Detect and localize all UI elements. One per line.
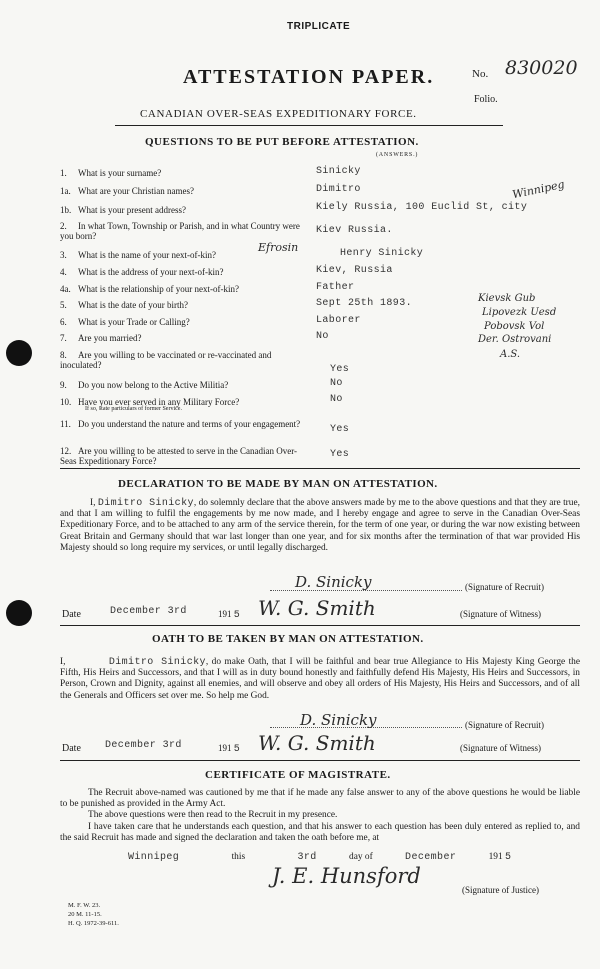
handwritten-birth-note: Pobovsk Vol xyxy=(484,321,545,332)
signature-recruit-label: (Signature of Recruit) xyxy=(465,720,544,730)
triplicate-stamp: TRIPLICATE xyxy=(287,21,351,32)
question-row: 12. Are you willing to be attested to serve in the Canadian Over-Seas Expeditionary Force? xyxy=(60,446,298,466)
answer-understand-terms: Yes xyxy=(330,424,350,435)
date-label: Date xyxy=(62,609,81,620)
footer-hq-code: H. Q. 1972-39-611. xyxy=(68,920,119,927)
answer-relationship: Father xyxy=(316,282,355,293)
answers-label: (ANSWERS.) xyxy=(376,152,419,158)
signature-recruit-label: (Signature of Recruit) xyxy=(465,582,544,592)
signature-witness-label: (Signature of Witness) xyxy=(460,743,541,753)
divider xyxy=(60,760,580,761)
recruit-signature: D. Sinicky xyxy=(295,573,372,591)
handwritten-birth-note: Kievsk Gub xyxy=(478,293,536,304)
punch-hole xyxy=(6,340,32,366)
question-row: 4. What is the address of your next-of-kin? xyxy=(60,267,224,277)
oath-heading: OATH TO BE TAKEN BY MAN ON ATTESTATION. xyxy=(152,633,424,645)
declaration-date: December 3rd xyxy=(110,606,187,617)
answer-next-of-kin-address: Kiev, Russia xyxy=(316,265,393,276)
certificate-heading: CERTIFICATE OF MAGISTRATE. xyxy=(205,769,391,781)
declaration-text: I, Dimitro Sinicky, do solemnly declare that the above answers made by me to the above questions and that they are true, and that I am willing to fulfil the engagements by me now made, and I hereby engage and agree to serve in the Canadian Over-Seas Expeditionary Force, and to be attached to any arm of the service therein, for the term of one year, or during the war now existing between Great Britain and Germany should that war last longer than one year, and for six months after the termination of that war provided His Majesty should so long require my services, or until legally discharged. xyxy=(60,498,580,553)
footer-print-code: 20 M. 11-15. xyxy=(68,911,102,918)
signature-witness-label: (Signature of Witness) xyxy=(460,609,541,619)
signature-justice-label: (Signature of Justice) xyxy=(462,885,539,895)
number-label: No. xyxy=(472,68,489,80)
answer-birth-date: Sept 25th 1893. xyxy=(316,298,413,309)
certificate-place-row: Winnipeg this 3rd day of December 191 5 xyxy=(128,852,512,863)
divider xyxy=(115,125,503,126)
question-row: 1b. What is your present address? xyxy=(60,205,186,215)
regimental-number: 830020 xyxy=(505,57,578,79)
signature-line xyxy=(270,727,462,728)
answer-christian-names: Dimitro xyxy=(316,184,361,195)
question-row: 7. Are you married? xyxy=(60,333,142,343)
question-row: 9. Do you now belong to the Active Militia? xyxy=(60,380,229,390)
witness-signature: W. G. Smith xyxy=(258,596,376,620)
certificate-month: December xyxy=(405,852,457,863)
declaration-heading: DECLARATION TO BE MADE BY MAN ON ATTESTATION. xyxy=(118,478,438,490)
witness-signature: W. G. Smith xyxy=(258,731,376,755)
answer-trade: Laborer xyxy=(316,315,361,326)
date-label: Date xyxy=(62,743,81,754)
handwritten-birth-note: Der. Ostrovani xyxy=(478,334,552,345)
oath-date: December 3rd xyxy=(105,740,182,751)
signature-line xyxy=(270,590,462,591)
question-row: 10. Have you ever served in any Military Force? xyxy=(60,397,240,407)
handwritten-next-of-kin: Efrosin xyxy=(258,241,299,254)
question-row: 1. What is your surname? xyxy=(60,168,162,178)
answer-active-militia: No xyxy=(330,378,343,389)
question-row: 11. Do you understand the nature and terms of your engagement? xyxy=(60,419,301,429)
recruit-signature: D. Sinicky xyxy=(300,711,377,729)
handwritten-winnipeg: Winnipeg xyxy=(511,177,566,202)
page-title: ATTESTATION PAPER. xyxy=(183,66,435,88)
answer-willing-to-serve: Yes xyxy=(330,449,350,460)
question-row: 4a. What is the relationship of your next-of-kin? xyxy=(60,284,239,294)
answer-birthplace: Kiev Russia. xyxy=(316,225,393,236)
oath-text: I, Dimitro Sinicky, do make Oath, that I will be faithful and bear true Allegiance to His Majesty King George the Fifth, His Heirs and Successors, and that I will as in duty bound honestly and faithfully defend His Majesty, His Heirs and Successors, in Person, Crown and Dignity, against all enemies, and will observe and obey all orders of His Majesty, His Heirs and Successors, and of all the Generals and Officers set over me. So help me God. xyxy=(60,657,581,701)
question-row: 1a. What are your Christian names? xyxy=(60,186,194,196)
question-row: 2. In what Town, Township or Parish, and in what Country were you born? xyxy=(60,221,300,241)
divider xyxy=(60,468,580,469)
declaration-name: Dimitro Sinicky xyxy=(97,498,194,509)
question-row: 5. What is the date of your birth? xyxy=(60,300,188,310)
question-note: If so, state particulars of former Service. xyxy=(85,406,182,412)
handwritten-birth-note: A.S. xyxy=(500,349,521,360)
year-prefix: 191 5 xyxy=(218,609,241,621)
folio-label: Folio. xyxy=(474,94,498,105)
certificate-day: 3rd xyxy=(297,852,317,863)
question-row: 6. What is your Trade or Calling? xyxy=(60,317,190,327)
answer-present-address: Kiely Russia, 100 Euclid St, city xyxy=(316,202,528,213)
answer-military-service: No xyxy=(330,394,343,405)
certificate-text: The Recruit above-named was cautioned by me that if he made any false answer to any of the above questions he would be liable to be punished as provided in the Army Act. The above questions were then read to the Recruit in my presence. I have taken care that he understands each question, and that his answer to each question has been duly entered as replied to, and the said Recruit has made and signed the declaration and taken the oath before me, at xyxy=(60,788,580,843)
answer-vaccinated: Yes xyxy=(330,364,350,375)
divider xyxy=(60,625,580,626)
question-row: 3. What is the name of your next-of-kin? xyxy=(60,250,216,260)
certificate-place: Winnipeg xyxy=(128,852,180,863)
footer-form-code: M. F. W. 23. xyxy=(68,902,101,909)
answer-next-of-kin: Henry Sinicky xyxy=(340,248,424,259)
questions-heading: QUESTIONS TO BE PUT BEFORE ATTESTATION. xyxy=(145,136,419,148)
force-subtitle: CANADIAN OVER-SEAS EXPEDITIONARY FORCE. xyxy=(140,108,417,120)
answer-surname: Sinicky xyxy=(316,166,361,177)
answer-married: No xyxy=(316,331,329,342)
punch-hole xyxy=(6,600,32,626)
oath-name: Dimitro Sinicky xyxy=(108,657,206,668)
justice-signature: J. E. Hunsford xyxy=(272,864,421,888)
year-prefix: 191 5 xyxy=(218,743,241,755)
question-row: 8. Are you willing to be vaccinated or re-vaccinated and inoculated? xyxy=(60,350,272,370)
handwritten-birth-note: Lipovezk Uesd xyxy=(482,307,557,318)
